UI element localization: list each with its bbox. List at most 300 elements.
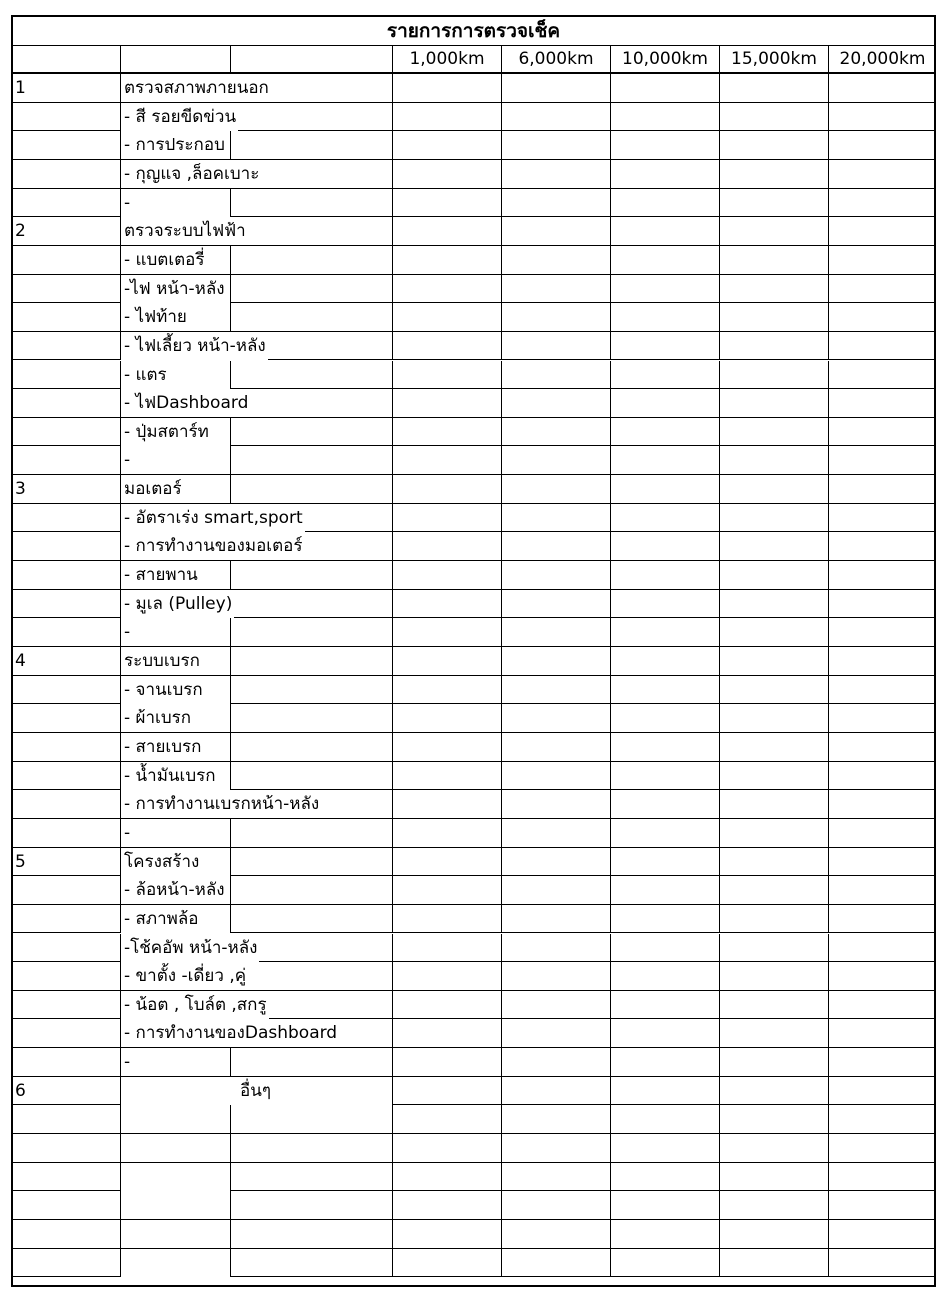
check-cell[interactable] [828,131,936,159]
check-cell[interactable] [610,217,719,245]
check-cell[interactable] [392,704,501,732]
check-cell[interactable] [719,504,828,532]
table-row [13,1048,934,1077]
check-cell[interactable] [392,819,501,847]
check-cell[interactable] [610,361,719,389]
row-item-label: - [120,618,230,646]
check-cell[interactable] [392,733,501,761]
table-row [13,790,934,819]
check-cell[interactable] [501,1019,610,1047]
check-cell[interactable] [501,418,610,446]
check-cell[interactable] [501,1105,610,1133]
check-cell[interactable] [392,504,501,532]
check-cell[interactable] [501,275,610,303]
check-cell[interactable] [610,1077,719,1105]
check-cell[interactable] [610,446,719,474]
check-cell[interactable] [610,1249,719,1277]
check-cell[interactable] [719,819,828,847]
row-number [13,934,120,962]
check-cell[interactable] [501,647,610,675]
table-row [13,475,934,504]
check-cell[interactable] [610,189,719,217]
check-cell[interactable] [392,1134,501,1162]
check-cell[interactable] [501,532,610,560]
check-cell[interactable] [719,332,828,360]
table-row [13,532,934,561]
check-cell[interactable] [828,590,936,618]
check-cell[interactable] [610,790,719,818]
row-number [13,160,120,188]
row-item-label: - การทำงานเบรกหน้า-หลัง [120,790,321,818]
check-cell[interactable] [719,991,828,1019]
check-cell[interactable] [610,1019,719,1047]
check-cell[interactable] [392,1105,501,1133]
check-cell[interactable] [828,217,936,245]
check-cell[interactable] [610,590,719,618]
check-cell[interactable] [610,1134,719,1162]
row-number [13,131,120,159]
check-cell[interactable] [501,74,610,102]
check-cell[interactable] [610,848,719,876]
check-cell[interactable] [610,876,719,904]
row-sub-cell [230,876,392,904]
check-cell[interactable] [392,332,501,360]
check-cell[interactable] [719,647,828,675]
check-cell[interactable] [501,991,610,1019]
check-cell[interactable] [501,246,610,274]
check-cell[interactable] [392,103,501,131]
check-cell[interactable] [610,934,719,962]
check-cell[interactable] [610,74,719,102]
row-number [13,819,120,847]
check-cell[interactable] [392,991,501,1019]
check-cell[interactable] [392,1249,501,1277]
check-cell[interactable] [828,1048,936,1076]
check-cell[interactable] [501,131,610,159]
row-number [13,790,120,818]
check-cell[interactable] [719,704,828,732]
check-cell[interactable] [392,848,501,876]
check-cell[interactable] [719,618,828,646]
check-cell[interactable] [501,876,610,904]
check-cell[interactable] [828,1191,936,1219]
row-item-label: - ไฟท้าย [120,303,230,331]
check-cell[interactable] [392,446,501,474]
row-item-label: - มูเล (Pulley) [120,590,234,618]
check-cell[interactable] [610,475,719,503]
row-sub-cell [230,303,392,331]
row-item-label: - กุญแจ ,ล็อคเบาะ [120,160,261,188]
check-cell[interactable] [719,246,828,274]
table-row [13,103,934,132]
row-item-label: - น้อต , โบล์ต ,สกรู [120,991,269,1019]
check-cell[interactable] [828,876,936,904]
check-cell[interactable] [392,962,501,990]
check-cell[interactable] [719,1019,828,1047]
table-row [13,332,934,361]
check-cell[interactable] [610,160,719,188]
check-cell[interactable] [610,418,719,446]
check-cell[interactable] [828,1249,936,1277]
check-cell[interactable] [501,361,610,389]
check-cell[interactable] [501,676,610,704]
check-cell[interactable] [610,389,719,417]
check-cell[interactable] [392,131,501,159]
table-row [13,618,934,647]
check-cell[interactable] [501,1134,610,1162]
check-cell[interactable] [828,418,936,446]
row-number [13,1249,120,1277]
check-cell[interactable] [501,389,610,417]
row-item-label: - [120,1048,230,1076]
row-sub-cell [230,103,392,131]
check-cell[interactable] [719,1048,828,1076]
check-cell[interactable] [610,532,719,560]
row-number [13,1220,120,1248]
header-col-6000km: 6,000km [501,46,610,72]
row-sub-cell [230,618,392,646]
check-cell[interactable] [392,275,501,303]
check-cell[interactable] [719,1077,828,1105]
check-cell[interactable] [610,131,719,159]
check-cell[interactable] [501,303,610,331]
check-cell[interactable] [610,618,719,646]
check-cell[interactable] [719,74,828,102]
check-cell[interactable] [501,733,610,761]
check-cell[interactable] [610,1163,719,1191]
row-number [13,704,120,732]
row-number [13,876,120,904]
row-number [13,1105,120,1133]
check-cell[interactable] [719,762,828,790]
row-sub-cell [230,389,392,417]
row-item-label: - ขาตั้ง -เดี่ยว ,คู่ [120,962,248,990]
row-item-label: - ผ้าเบรก [120,704,230,732]
check-cell[interactable] [719,733,828,761]
check-cell[interactable] [719,876,828,904]
check-cell[interactable] [828,1077,936,1105]
check-cell[interactable] [392,74,501,102]
check-cell[interactable] [501,103,610,131]
check-cell[interactable] [828,1163,936,1191]
table-row [13,217,934,246]
check-cell[interactable] [501,1191,610,1219]
check-cell[interactable] [392,532,501,560]
header-col-10000km: 10,000km [610,46,719,72]
check-cell[interactable] [828,762,936,790]
check-cell[interactable] [610,1191,719,1219]
row-sub-cell [230,561,392,589]
table-row [13,762,934,791]
check-cell[interactable] [610,103,719,131]
check-cell[interactable] [392,160,501,188]
row-item-label [120,1220,230,1248]
check-cell[interactable] [719,418,828,446]
table-row [13,160,934,189]
check-cell[interactable] [719,1163,828,1191]
check-cell[interactable] [719,676,828,704]
row-item-label: - การทำงานของมอเตอร์ [120,532,304,560]
check-cell[interactable] [719,590,828,618]
check-cell[interactable] [828,790,936,818]
table-row [13,1163,934,1192]
check-cell[interactable] [501,475,610,503]
check-cell[interactable] [828,647,936,675]
row-item-label [120,1191,230,1219]
check-cell[interactable] [392,676,501,704]
table-row [13,561,934,590]
row-sub-cell [230,246,392,274]
check-cell[interactable] [828,74,936,102]
check-cell[interactable] [719,934,828,962]
row-number: 6 [15,1080,26,1101]
check-cell[interactable] [828,618,936,646]
row-item-label: - การทำงานของDashboard [120,1019,339,1047]
check-cell[interactable] [719,848,828,876]
row-sub-cell [230,1249,392,1277]
row-sub-cell [230,1048,392,1076]
checklist-table [11,15,936,1287]
check-cell[interactable] [828,246,936,274]
check-cell[interactable] [392,389,501,417]
check-cell[interactable] [610,1220,719,1248]
row-item-label: - ไฟDashboard [120,389,250,417]
header-col-20000km: 20,000km [828,46,936,72]
row-item-label [120,1105,230,1133]
check-cell[interactable] [501,1163,610,1191]
check-cell[interactable] [501,189,610,217]
check-cell[interactable] [719,790,828,818]
check-cell[interactable] [501,819,610,847]
check-cell[interactable] [610,962,719,990]
check-cell[interactable] [719,475,828,503]
row-number [13,1191,120,1219]
table-row [13,361,934,390]
check-cell[interactable] [392,475,501,503]
check-cell[interactable] [501,934,610,962]
check-cell[interactable] [610,1048,719,1076]
check-cell[interactable] [719,561,828,589]
check-cell[interactable] [828,991,936,1019]
check-cell[interactable] [610,819,719,847]
row-number [13,962,120,990]
row-sub-cell [230,733,392,761]
check-cell[interactable] [392,1077,501,1105]
check-cell[interactable] [392,905,501,933]
row-item-label: - การประกอบ [120,131,230,159]
check-cell[interactable] [501,905,610,933]
check-cell[interactable] [392,303,501,331]
row-number [13,446,120,474]
check-cell[interactable] [719,361,828,389]
check-cell[interactable] [719,160,828,188]
check-cell[interactable] [828,1134,936,1162]
check-cell[interactable] [828,303,936,331]
header-row [13,46,934,74]
check-cell[interactable] [719,389,828,417]
check-cell[interactable] [719,1220,828,1248]
check-cell[interactable] [828,676,936,704]
row-item-label: - สภาพล้อ [120,905,230,933]
check-cell[interactable] [392,561,501,589]
check-cell[interactable] [392,934,501,962]
row-sub-cell [230,275,392,303]
check-cell[interactable] [828,361,936,389]
row-sub-cell [230,590,392,618]
check-cell[interactable] [828,819,936,847]
check-cell[interactable] [392,418,501,446]
check-cell[interactable] [828,561,936,589]
row-item-label [120,1249,230,1277]
row-item-label: ตรวจสภาพภายนอก [120,74,271,102]
check-cell[interactable] [828,446,936,474]
check-cell[interactable] [719,1105,828,1133]
check-cell[interactable] [501,848,610,876]
check-cell[interactable] [719,131,828,159]
check-cell[interactable] [392,1191,501,1219]
check-cell[interactable] [828,733,936,761]
check-cell[interactable] [828,475,936,503]
row-number [13,561,120,589]
check-cell[interactable] [501,618,610,646]
row-sub-cell [230,1134,392,1162]
row-sub-cell [230,131,392,159]
check-cell[interactable] [828,160,936,188]
check-cell[interactable] [501,217,610,245]
row-item-label: - สายพาน [120,561,230,589]
row-item-label: - จานเบรก [120,676,230,704]
check-cell[interactable] [610,762,719,790]
check-cell[interactable] [828,275,936,303]
check-cell[interactable] [828,332,936,360]
check-cell[interactable] [828,1019,936,1047]
check-cell[interactable] [610,275,719,303]
check-cell[interactable] [828,905,936,933]
row-sub-cell [230,446,392,474]
check-cell[interactable] [501,704,610,732]
check-cell[interactable] [610,647,719,675]
check-cell[interactable] [610,676,719,704]
check-cell[interactable] [392,1163,501,1191]
row-number: 2 [15,221,26,242]
check-cell[interactable] [828,848,936,876]
row-number [13,189,120,217]
row-number: 3 [15,479,26,500]
check-cell[interactable] [392,876,501,904]
check-cell[interactable] [610,504,719,532]
check-cell[interactable] [719,532,828,560]
check-cell[interactable] [828,504,936,532]
table-row [13,1220,934,1249]
table-row [13,1134,934,1163]
check-cell[interactable] [828,532,936,560]
table-row [13,418,934,447]
row-number [13,1048,120,1076]
check-cell[interactable] [501,962,610,990]
check-cell[interactable] [501,1249,610,1277]
check-cell[interactable] [610,561,719,589]
table-row [13,131,934,160]
check-cell[interactable] [501,561,610,589]
table-row [13,876,934,905]
check-cell[interactable] [719,962,828,990]
check-cell[interactable] [719,303,828,331]
check-cell[interactable] [719,1191,828,1219]
check-cell[interactable] [719,275,828,303]
table-row [13,905,934,934]
row-item-label: - น้ำมันเบรก [120,762,230,790]
check-cell[interactable] [828,103,936,131]
table-row [13,1077,934,1106]
check-cell[interactable] [501,762,610,790]
row-sub-cell [230,217,392,245]
check-cell[interactable] [501,590,610,618]
check-cell[interactable] [610,1105,719,1133]
row-item-label [120,1163,230,1191]
check-cell[interactable] [719,189,828,217]
check-cell[interactable] [392,246,501,274]
check-cell[interactable] [392,189,501,217]
check-cell[interactable] [392,590,501,618]
check-cell[interactable] [501,1048,610,1076]
check-cell[interactable] [501,504,610,532]
check-cell[interactable] [610,905,719,933]
check-cell[interactable] [392,217,501,245]
check-cell[interactable] [392,1220,501,1248]
check-cell[interactable] [392,1019,501,1047]
check-cell[interactable] [610,246,719,274]
row-item-label: - [120,189,230,217]
check-cell[interactable] [392,361,501,389]
check-cell[interactable] [828,962,936,990]
check-cell[interactable] [828,189,936,217]
check-cell[interactable] [719,905,828,933]
check-cell[interactable] [501,1077,610,1105]
table-row [13,275,934,304]
check-cell[interactable] [392,618,501,646]
check-cell[interactable] [610,704,719,732]
check-cell[interactable] [828,389,936,417]
check-cell[interactable] [610,991,719,1019]
check-cell[interactable] [719,103,828,131]
row-item-label: ตรวจระบบไฟฟ้า [120,217,248,245]
check-cell[interactable] [719,1134,828,1162]
check-cell[interactable] [501,332,610,360]
check-cell[interactable] [501,446,610,474]
check-cell[interactable] [501,790,610,818]
check-cell[interactable] [828,1105,936,1133]
check-cell[interactable] [610,733,719,761]
check-cell[interactable] [828,704,936,732]
check-cell[interactable] [610,332,719,360]
check-cell[interactable] [392,790,501,818]
check-cell[interactable] [610,303,719,331]
check-cell[interactable] [719,1249,828,1277]
check-cell[interactable] [719,217,828,245]
check-cell[interactable] [828,934,936,962]
row-number: 4 [15,651,26,671]
check-cell[interactable] [501,160,610,188]
check-cell[interactable] [392,647,501,675]
check-cell[interactable] [828,1220,936,1248]
table-row [13,246,934,275]
check-cell[interactable] [501,1220,610,1248]
check-cell[interactable] [719,446,828,474]
row-item-label: - แบตเตอรี่ [120,246,230,274]
check-cell[interactable] [392,762,501,790]
row-number [13,532,120,560]
check-cell[interactable] [392,1048,501,1076]
